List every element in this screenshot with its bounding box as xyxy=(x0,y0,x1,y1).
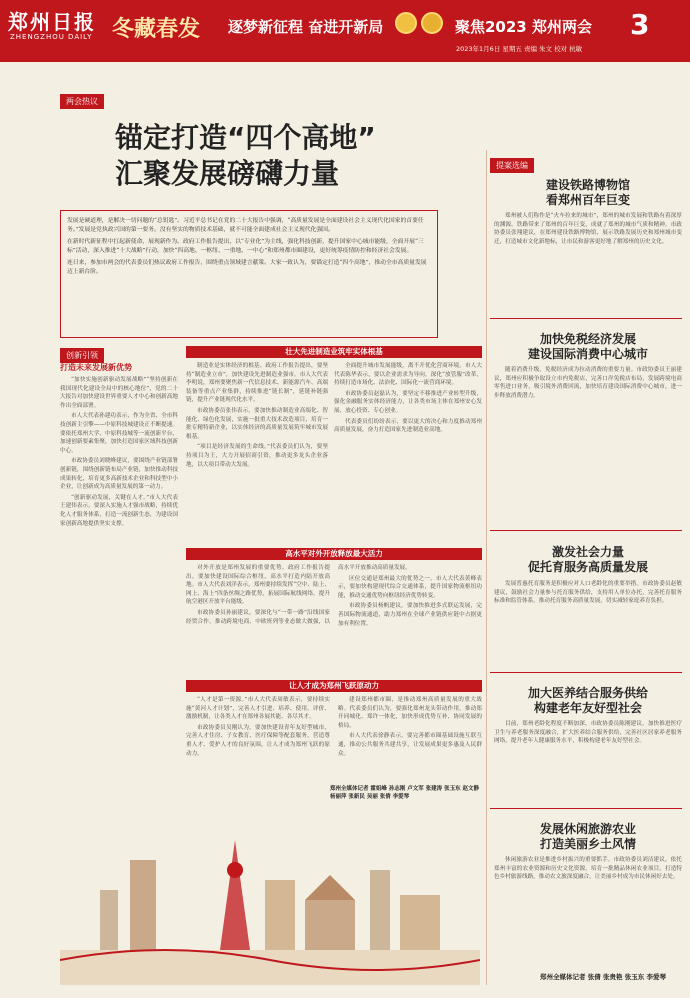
article-column-1 xyxy=(60,376,178,796)
article-credit: 郑州全媒体记者 霍姐峰 孙志刚 卢文军 张建涛 张玉东 赵文静 杨丽萍 张新民 吴丽 张倩 李爱琴 xyxy=(330,786,479,800)
lead-paragraph: 连日来，参加市两会的代表委员们热议政府工作报告，围绕重点领域建言献策。大家一致认为，要锚定打造“四个高地”，推动全市高质量发展迈上新台阶。 xyxy=(67,260,427,275)
title-line: 打造美丽乡土风情 xyxy=(539,837,636,851)
paragraph: 休闲旅游农业是推进乡村振兴的重要抓手。市政协委员刘洁建议，依托郑州丰富的农业资源和历史文化资源，培育一批精品休闲农业项目，打造特色乡村旅游线路，推动农文旅深度融合，让美丽乡村成为市民休闲好去处。 xyxy=(494,857,682,881)
paragraph: 市政协委员吴刚认为，要加快建设青年友好型城市，完善人才住房、子女教育、医疗保障等配套服务，营造尊重人才、爱护人才的良好氛围，让人才成为郑州飞跃的原动力。 xyxy=(186,724,330,757)
city-skyline-illustration xyxy=(60,800,480,985)
paragraph: 发展普惠托育服务是积极应对人口老龄化的重要举措。市政协委员赵敏建议，鼓励社会力量参与托育服务供给，支持用人单位办托，完善托育服务标准和监管体系，推动托育服务高质量发展，切实减轻家庭养育负担。 xyxy=(494,581,682,605)
title-line: 促托育服务高质量发展 xyxy=(527,560,648,574)
sidebar-item-title xyxy=(498,686,678,716)
sidebar-item-body xyxy=(494,366,682,526)
top-banner xyxy=(0,0,690,62)
article-column-5 xyxy=(186,696,482,792)
paragraph: 全面提升城市发展能级，离不开优化营商环境。市人大代表陈华表示，要以企业需求为导向，深化“放管服”改革，持续打造市场化、法治化、国际化一流营商环境。 xyxy=(334,363,482,387)
tv-tower-shape xyxy=(220,840,250,950)
tower-shape xyxy=(400,895,440,950)
theme-slogan: 逐梦新征程 奋进开新局 xyxy=(228,18,384,36)
subsection-tag: 创新引领 xyxy=(60,348,104,363)
lead-paragraph: 在新时代新征程中扛起新使命，展现新作为。政府工作报告提出，以“专业化”为主线，强化科技创新，提升国家中心城市能级，全面开展“三标”活动，深入推进“十大战略”行动，加快“四高地、一枢纽、一重地、一中心”和郑州都市圈建设，更好统筹疫情防控和经济社会发展。 xyxy=(67,239,424,254)
title-line: 加快免税经济发展 xyxy=(539,332,636,346)
title-line: 激发社会力量 xyxy=(551,545,624,559)
sidebar-tag: 提案选编 xyxy=(490,158,534,173)
page-number: 3 xyxy=(630,8,650,41)
section-bar-industry: 壮大先进制造业筑牢实体根基 xyxy=(186,346,482,358)
column-divider xyxy=(486,150,487,985)
lead-box xyxy=(60,210,438,338)
paragraph: 建设郑州都市圈，是推动郑州高质量发展的重大战略。代表委员们认为，要强化郑州龙头带动作用，推动郑开同城化、郑许一体化，加快形成优势互补、协同发展的格局。 xyxy=(338,697,482,729)
title-line: 建设国际消费中心城市 xyxy=(527,347,648,361)
dateline: 2023年1月6日 星期五 责编 朱文 校对 杭敏 xyxy=(456,45,583,53)
sidebar-item-title xyxy=(498,822,678,852)
paragraph: “人才是第一资源。”市人大代表周敏表示，要持续实施“黄河人才计划”，完善人才引进、培养、使用、评价、激励机制，让各类人才在郑州各展其能、各尽其才。 xyxy=(186,697,330,721)
paragraph: 目前，郑州老龄化程度不断加深，市政协委员陈刚建议，加快推进医疗卫生与养老服务深度融合，扩大医养结合服务供给，完善社区居家养老服务网络，提升老年人健康服务水平，积极构建老年友好型社会。 xyxy=(494,721,682,745)
paragraph: 市政协委员赵磊认为，要坚定不移推进产业转型升级，强化金融服务实体经济能力，让各类市场主体在郑州安心发展、放心投资、专心创业。 xyxy=(334,390,482,414)
title-line: 加大医养结合服务供给 xyxy=(527,686,648,700)
sidebar-divider xyxy=(490,808,682,809)
masthead-subtitle: ZHENGZHOU DAILY xyxy=(10,33,93,41)
congress-emblem-icon xyxy=(421,12,443,34)
tower-shape xyxy=(130,860,156,950)
paragraph: 市政协委员孙丽建议，要深化与“一带一路”沿线国家经贸合作，推动跨境电商、中欧班列等业态做大做强，以高水平开放推动高质量发展。 xyxy=(186,565,411,625)
paragraph: 制造业是实体经济的根基。政府工作报告提出，要坚持“制造业立市”，加快建设先进制造业强市。市人大代表李明说，郑州要聚焦新一代信息技术、新能源汽车、高端装备等重点产业集群，持续推进“链长制”，延链补链强链，提升产业链现代化水平。 xyxy=(186,363,328,404)
paragraph: 市人大代表徐静表示，要完善都市圈基础设施互联互通，推动公共服务共建共享，让发展成果更多惠及人民群众。 xyxy=(338,733,482,757)
sidebar-credit: 郑州全媒体记者 张倩 张贵艳 张玉东 李爱琴 xyxy=(540,973,667,981)
paragraph: 市政协委员张伟表示，要加快推动制造业高端化、智能化、绿色化发展，实施一批重大技术改造项目，培育一批专精特新企业，以实体经济的高质量发展筑牢城市发展根基。 xyxy=(186,407,328,440)
paragraph: 对外开放是郑州发展的重要优势。政府工作报告提出，要加快建设国际综合枢纽，高水平打造内陆开放高地。市人大代表刘洋表示，郑州要持续发挥“空中、陆上、网上、海上”四条丝绸之路优势，拓展国际航线网络，提升航空港区开放平台能级。 xyxy=(186,565,330,606)
page-headline xyxy=(115,120,376,192)
headline-line-1: 锚定打造“四个高地” xyxy=(115,121,376,154)
paragraph: “项目是经济发展的生命线。”代表委员们认为，要坚持项目为王，大力开展招商引资，推动更多龙头企业落地，以大项目带动大发展。 xyxy=(186,444,328,468)
sidebar-item-body xyxy=(494,856,682,968)
focus-title: 聚焦2023 郑州两会 xyxy=(455,18,592,36)
paragraph: 市人大代表孙建功表示，作为全省、全市科技创新主引擎——中原科技城建设正不断提速。要依托郑州大学、中原科技城等一流创新平台，加速创新要素集聚，加快打造国家区域科技创新中心。 xyxy=(60,413,178,454)
sidebar-divider xyxy=(490,530,682,531)
sidebar-item-title xyxy=(498,545,678,575)
article-column-3 xyxy=(334,362,482,542)
tower-shape xyxy=(370,870,390,950)
section-tag: 两会热议 xyxy=(60,94,104,109)
sidebar-divider xyxy=(490,672,682,673)
masthead-title: 郑州日报 xyxy=(8,10,96,34)
article-column-2 xyxy=(186,362,328,542)
tower-shape xyxy=(265,880,295,950)
paragraph: 市政协委员杨帆建议，要加快推进多式联运发展，完善国际物流通道，助力郑州在全球产业链供应链中占据更加有利位置。 xyxy=(338,603,482,627)
paragraph: “创新驱动发展，关键在人才。”市人大代表王建伟表示，要深入实施人才强市战略，持续优化人才服务体系，打造一流创新生态，为建设国家创新高地提供坚实支撑。 xyxy=(60,494,178,527)
lead-paragraph: 发展是硬道理，是解决一切问题的“总钥匙”。习近平总书记在党的二十大报告中强调，“高质量发展是全面建设社会主义现代化国家的首要任务。”发展是党执政兴国的第一要务。没有坚实的物质技术基础，就不可能全面建成社会主义现代化强国。 xyxy=(67,218,424,233)
paragraph: 市政协委员刘晓峰建议，要围绕产业链部署创新链，围绕创新链布局产业链，加快推动科技成果转化，培育更多高新技术企业和科技型中小企业，让创新成为高质量发展的第一动力。 xyxy=(60,458,178,491)
sidebar-item-body xyxy=(494,212,682,312)
national-emblem-icon xyxy=(395,12,417,34)
section-bar-opening: 高水平对外开放释放最大活力 xyxy=(186,548,482,560)
sidebar-item-title xyxy=(498,332,678,362)
paragraph: 区位交通是郑州最大的优势之一。市人大代表黄峰表示，要加快构建现代综合交通体系，提升国家物流枢纽功能，推动交通优势向枢纽经济优势转变。 xyxy=(338,575,482,599)
tv-tower-ball xyxy=(227,862,243,878)
sidebar-item-body xyxy=(494,580,682,668)
title-line: 发展休闲旅游农业 xyxy=(539,822,636,836)
article-column-4 xyxy=(186,564,482,674)
sidebar-item-body xyxy=(494,720,682,800)
paragraph: “加快实施创新驱动发展战略”“坚持创新在我国现代化建设全局中的核心地位”，党的二十大报告对加快建设世界重要人才中心和创新高地作出全面部署。 xyxy=(60,377,178,409)
paragraph: 郑州被人们称作是“火车拉来的城市”，郑州的城市发展和铁路有着深厚的渊源。铁路带来了郑州的百年巨变，成就了郑州的城市气质和精神。市政协委员张翔建议，在郑州建设铁路博物馆，展示铁路发展历史和郑州城市变迁，打造城市文化新地标，让市民和游客更好地了解郑州的历史文化。 xyxy=(494,213,682,245)
section-bar-talent: 让人才成为郑州飞跃原动力 xyxy=(186,680,482,692)
sidebar-divider xyxy=(490,318,682,319)
paragraph: 代表委员们纷纷表示，要以更大的决心和力度推动郑州高质量发展，奋力打造国家先进制造业高地。 xyxy=(334,418,482,434)
hall-roof xyxy=(305,875,355,900)
subsection-title: 打造未来发展新优势 xyxy=(60,363,132,372)
sidebar-item-title xyxy=(498,178,678,208)
headline-line-2: 汇聚发展磅礴力量 xyxy=(115,157,340,190)
title-line: 构建老年友好型社会 xyxy=(533,701,642,715)
paragraph: 随着消费升级，免税经济成为拉动消费的重要力量。市政协委员王丽建议，郑州应积极争取设立市内免税店，完善口岸免税店布局，发展跨境电商零售进口业务，吸引境外消费回流，加快培育建设国际消费中心城市，进一步释放消费潜力。 xyxy=(494,367,682,399)
title-line: 建设铁路博物馆 xyxy=(545,178,630,192)
theme-title: 冬藏春发 xyxy=(112,17,201,42)
tower-shape xyxy=(100,890,118,950)
title-line: 看郑州百年巨变 xyxy=(545,193,630,207)
hall-shape xyxy=(305,900,355,950)
